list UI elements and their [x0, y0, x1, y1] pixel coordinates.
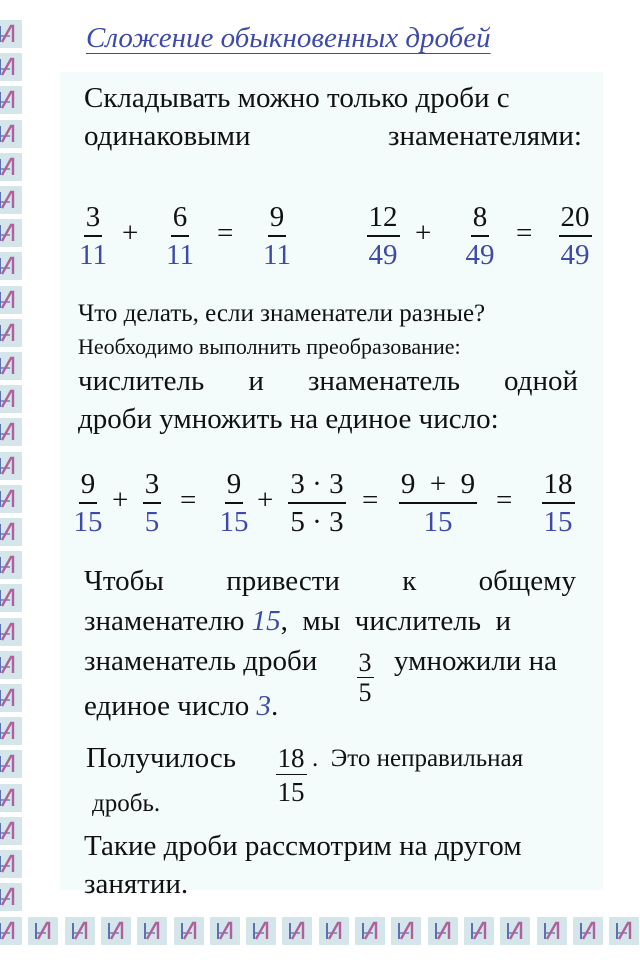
equals-sign: = [516, 217, 533, 249]
letter-i-a-logo-icon [0, 551, 22, 579]
numerator: 12 [367, 203, 400, 237]
numerator: 3 [358, 648, 372, 677]
word: знаменатель [307, 365, 460, 397]
letter-i-a-logo-icon [0, 86, 22, 114]
letter-i-a-logo-icon [428, 917, 458, 945]
denominator: 15 [543, 506, 573, 538]
inline-fraction-3-5 [356, 650, 374, 706]
numerator: 18 [542, 470, 575, 504]
equals-sign: = [217, 217, 234, 249]
result-note: . Это неправильная [312, 745, 524, 772]
letter-i-a-logo-icon [0, 518, 22, 546]
denominator: 15 [73, 506, 103, 538]
letter-i-a-logo-icon [0, 717, 22, 745]
numerator: 9 + 9 [399, 470, 477, 504]
closing-line-1: Такие дроби рассмотрим на другом [84, 830, 522, 862]
numerator: 3 [84, 203, 103, 237]
letter-i-a-logo-icon [28, 917, 58, 945]
fraction-3-11 [78, 203, 108, 270]
fraction-6-11 [163, 203, 197, 270]
denominator: 15 [219, 506, 249, 538]
letter-i-a-logo-icon [0, 186, 22, 214]
fraction-18-15 [540, 470, 576, 537]
letter-i-a-logo-icon [0, 385, 22, 413]
numerator: 9 [225, 470, 244, 504]
letter-i-a-logo-icon [0, 252, 22, 280]
letter-i-a-logo-icon [0, 584, 22, 612]
denominator: 15 [423, 506, 453, 538]
letter-i-a-logo-icon [137, 917, 167, 945]
denominator: 49 [465, 239, 495, 271]
letter-i-a-logo-icon [391, 917, 421, 945]
letter-i-a-logo-icon [0, 418, 22, 446]
letter-i-a-logo-icon [65, 917, 95, 945]
question-line-3 [78, 365, 578, 398]
question-line-4: дроби умножить на единое число: [78, 403, 499, 435]
numerator: 9 [268, 203, 287, 237]
letter-i-a-logo-icon [0, 452, 22, 480]
fraction-12-49 [364, 203, 402, 270]
letter-i-a-logo-icon [0, 20, 22, 48]
result-note-2: дробь. [92, 790, 161, 817]
numerator: 18 [277, 743, 305, 773]
intro-word: знаменателями: [388, 120, 582, 152]
explanation-line-3-b: умножили на [394, 645, 557, 677]
inline-fraction-18-15 [275, 745, 307, 806]
fraction-9-15 [218, 470, 250, 537]
denominator: 11 [79, 239, 107, 271]
letter-i-a-logo-icon [101, 917, 131, 945]
letter-i-a-logo-icon [573, 917, 603, 945]
plus-sign: + [112, 484, 129, 516]
letter-i-a-logo-icon [0, 485, 22, 513]
text: единое число [84, 690, 257, 722]
letter-i-a-logo-icon [0, 784, 22, 812]
letter-i-a-logo-icon [0, 120, 22, 148]
numerator: 3 · 3 [288, 470, 345, 504]
numerator: 6 [171, 203, 190, 237]
letter-i-a-logo-icon [537, 917, 567, 945]
fraction-8-49 [462, 203, 498, 270]
letter-i-a-logo-icon [210, 917, 240, 945]
letter-i-a-logo-icon [355, 917, 385, 945]
denominator: 5 [358, 678, 372, 707]
letter-i-a-logo-icon [0, 153, 22, 181]
closing-line-2: занятии. [84, 868, 189, 900]
denominator: 49 [368, 239, 398, 271]
letter-i-a-logo-icon [609, 917, 639, 945]
question-line-1: Что делать, если знаменатели разные? [78, 300, 486, 327]
letter-i-a-logo-icon [0, 53, 22, 81]
fraction-20-49 [556, 203, 594, 270]
letter-i-a-logo-icon [174, 917, 204, 945]
fraction-9-15 [72, 470, 104, 537]
text: , мы числитель и [280, 605, 511, 637]
numerator: 20 [559, 203, 592, 237]
word: общему [478, 565, 576, 597]
letter-i-a-logo-icon [0, 651, 22, 679]
equals-sign: = [180, 484, 197, 516]
letter-i-a-logo-icon [0, 883, 22, 911]
letter-i-a-logo-icon [282, 917, 312, 945]
letter-i-a-logo-icon [0, 750, 22, 778]
result-label: Получилось [86, 742, 236, 774]
plus-sign: + [415, 217, 432, 249]
intro-word: одинаковыми [84, 120, 251, 152]
explanation-line-4 [84, 690, 278, 723]
plus-sign: + [257, 484, 274, 516]
plus-sign: + [122, 217, 139, 249]
numerator: 3 [143, 470, 162, 504]
page-title: Сложение обыкновенных дробей [86, 22, 491, 54]
denominator: 49 [560, 239, 590, 271]
highlight-number: 3 [256, 690, 271, 722]
fraction-3x3-5x3 [286, 470, 348, 537]
text: знаменателю [84, 605, 252, 637]
letter-i-a-logo-icon [0, 352, 22, 380]
denominator: 11 [166, 239, 194, 271]
denominator: 15 [277, 777, 305, 807]
letter-i-a-logo-icon [0, 684, 22, 712]
numerator: 9 [79, 470, 98, 504]
word: к [402, 565, 417, 597]
fraction-9-11 [260, 203, 294, 270]
letter-i-a-logo-icon [0, 286, 22, 314]
letter-i-a-logo-icon [0, 850, 22, 878]
denominator: 5 [144, 506, 160, 538]
word: привести [226, 565, 340, 597]
explanation-line-3-a: знаменатель дроби [84, 645, 318, 677]
question-line-2: Необходимо выполнить преобразование: [78, 334, 461, 359]
word: Чтобы [84, 565, 164, 597]
fraction-3-5 [141, 470, 163, 537]
letter-i-a-logo-icon [464, 917, 494, 945]
letter-i-a-logo-icon [0, 917, 22, 945]
letter-i-a-logo-icon [500, 917, 530, 945]
numerator: 8 [471, 203, 490, 237]
equals-sign: = [496, 484, 513, 516]
letter-i-a-logo-icon [246, 917, 276, 945]
letter-i-a-logo-icon [0, 319, 22, 347]
denominator: 11 [263, 239, 291, 271]
word: одной [504, 365, 578, 397]
explanation-line-2 [84, 605, 511, 638]
explanation-line-1 [84, 565, 576, 598]
word: числитель [78, 365, 205, 397]
fraction-9plus9-15 [390, 470, 486, 537]
equals-sign: = [362, 484, 379, 516]
intro-line-1: Складывать можно только дроби с [84, 82, 510, 114]
denominator: 5 · 3 [290, 506, 344, 538]
letter-i-a-logo-icon [319, 917, 349, 945]
letter-i-a-logo-icon [0, 817, 22, 845]
word: и [248, 365, 264, 397]
highlight-number: 15 [251, 605, 281, 637]
intro-line-2 [84, 120, 582, 153]
letter-i-a-logo-icon [0, 618, 22, 646]
text: . [270, 690, 279, 722]
letter-i-a-logo-icon [0, 219, 22, 247]
